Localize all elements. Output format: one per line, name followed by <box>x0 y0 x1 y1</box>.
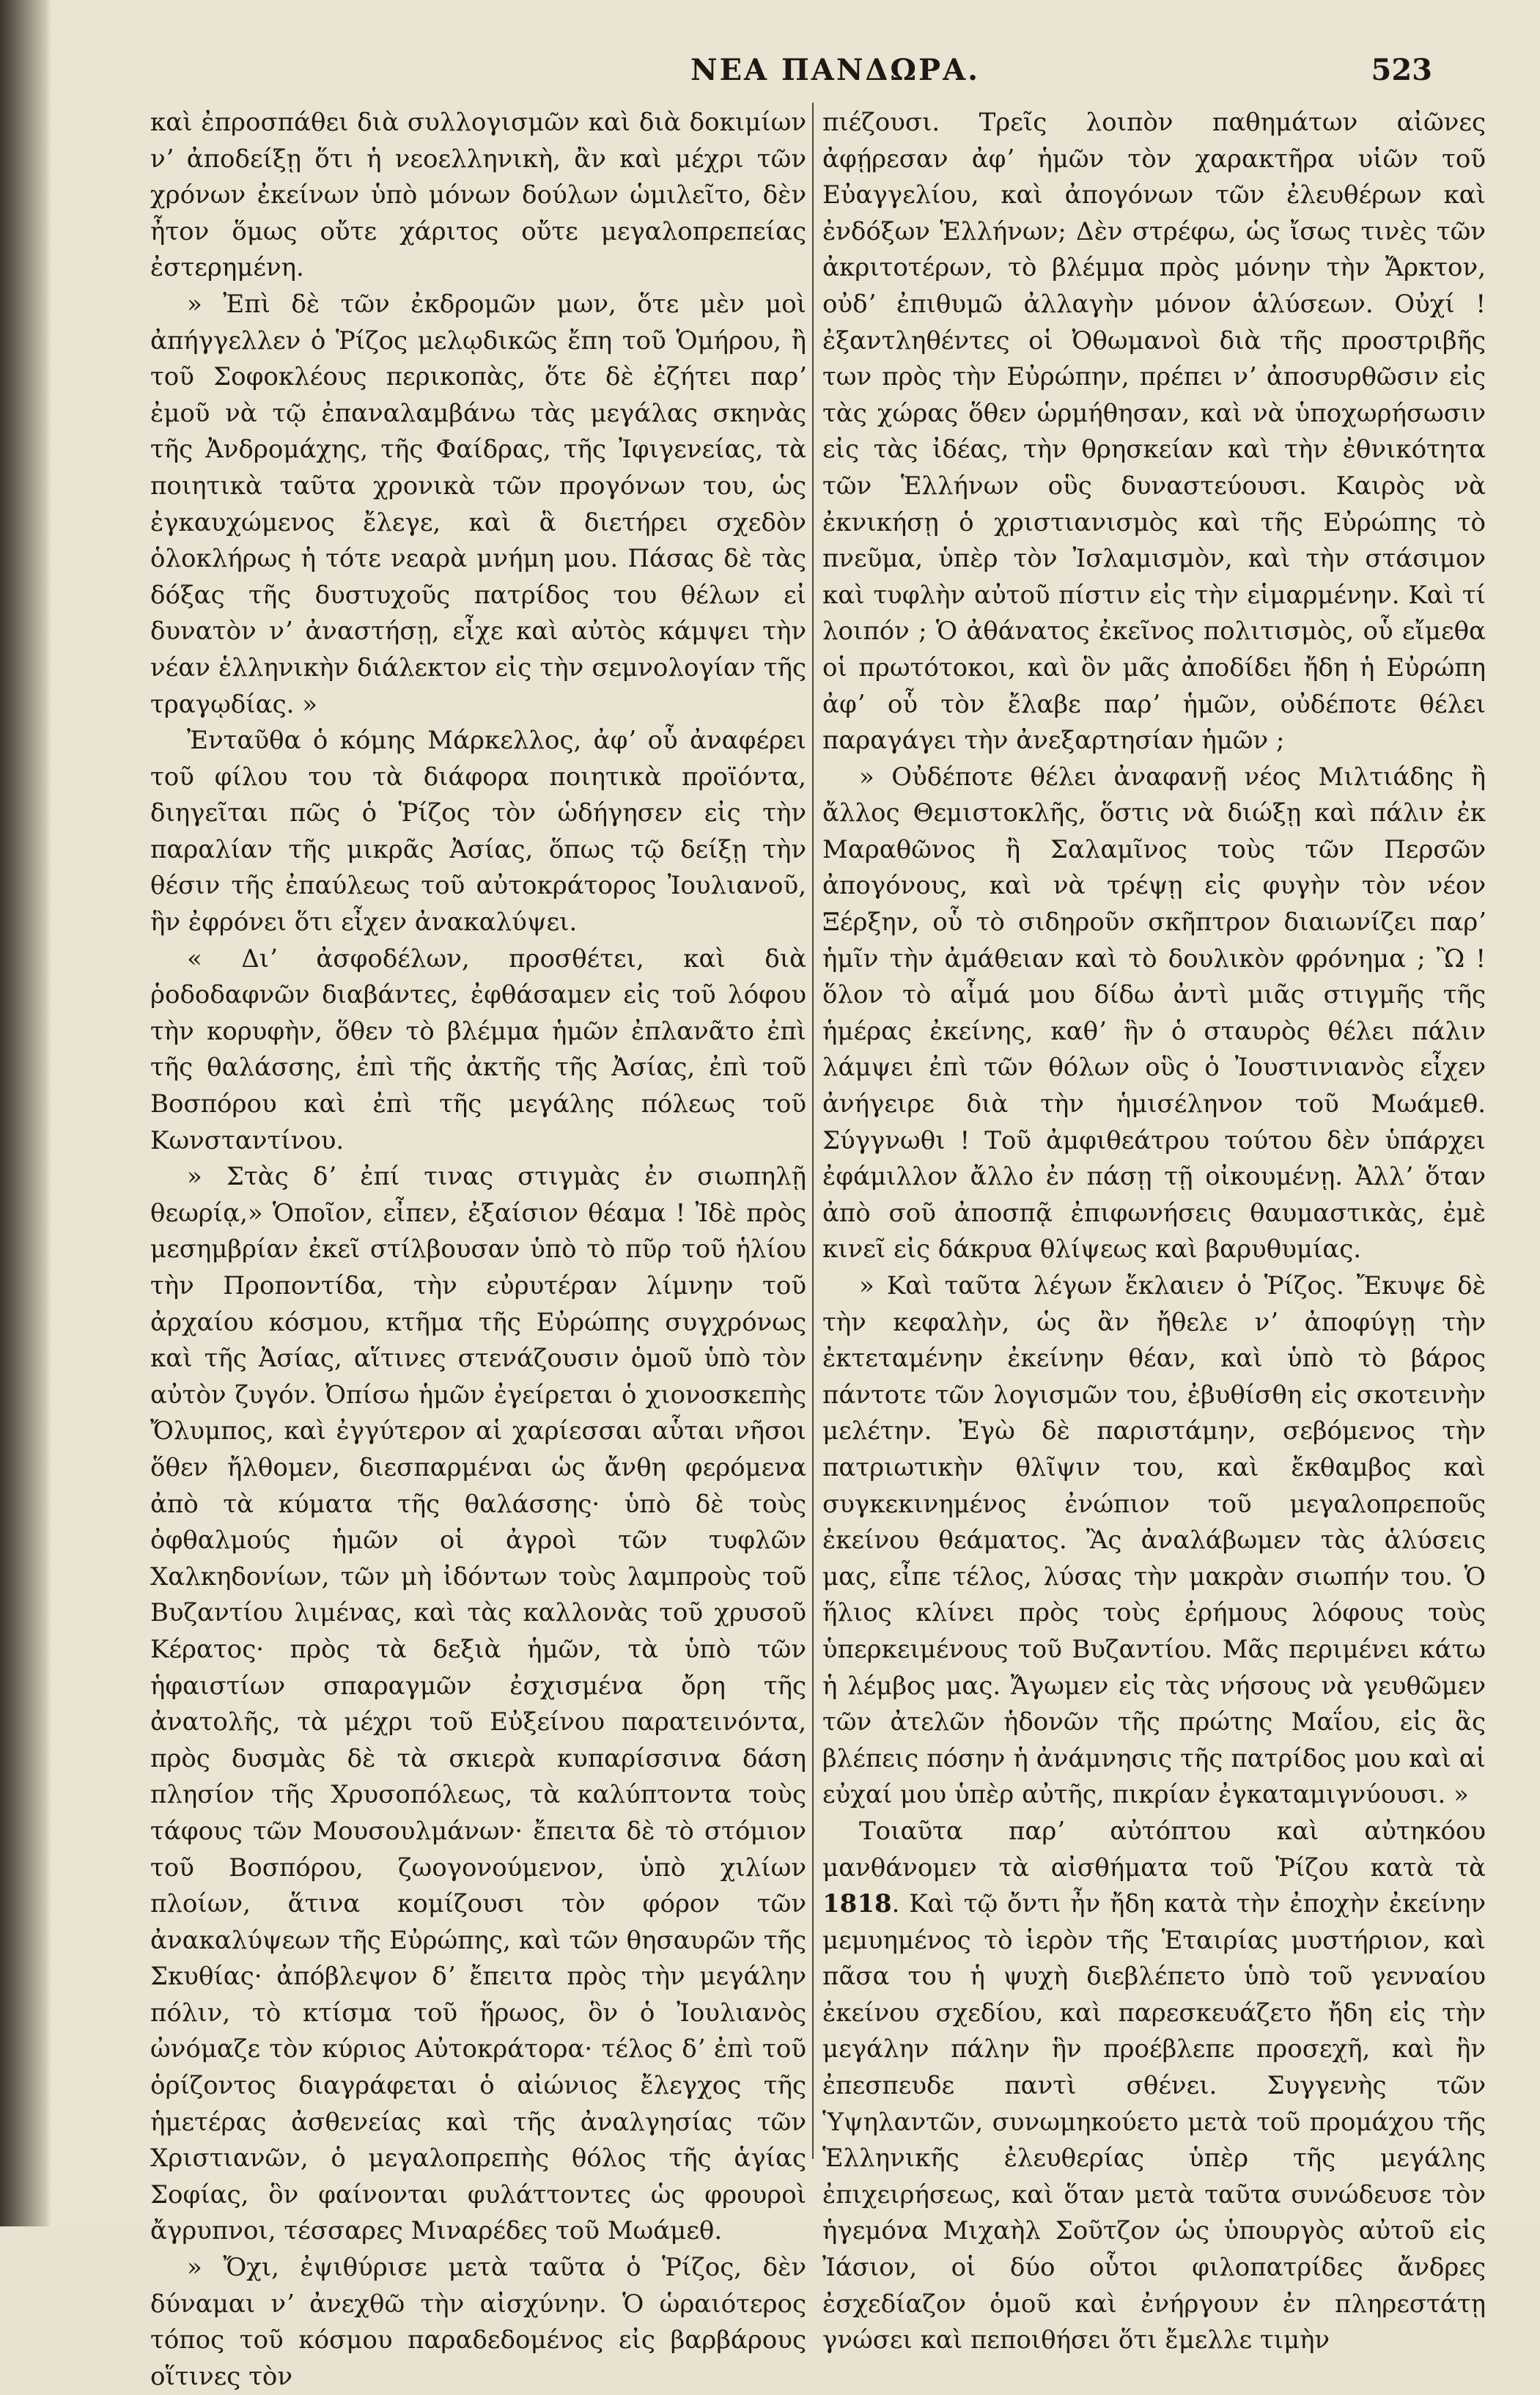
paragraph: » Καὶ ταῦτα λέγων ἔκλαιεν ὁ Ῥίζος. Ἔκυψε δὲ τὴν κεφαλὴν, ὡς ἂν ἤθελε νʼ ἀποφύγῃ τὴν ἐκτεταμένην ἐκείνην θέαν, καὶ ὑπὸ τὸ βάρος πάντοτε τῶν λογισμῶν του, ἐβυθίσθη εἰς σκοτεινὴν μελέτην. Ἐγὼ δὲ παριστάμην, σεβόμενος τὴν πατριωτικὴν θλῖψιν του, καὶ ἔκθαμβος καὶ συγκεκινημένος ἐνώπιον τοῦ μεγαλοπρεποῦς ἐκείνου θεάματος. Ἂς ἀναλάβωμεν τὰς ἁλύσεις μας, εἶπε τέλος, λύσας τὴν μακρὰν σιωπήν του. Ὁ ἥλιος κλίνει πρὸς τοὺς ἐρήμους λόφους τοὺς ὑπερκειμένους τοῦ Βυζαντίου. Μᾶς περιμένει κάτω ἡ λέμβος μας. Ἄγωμεν εἰς τὰς νήσους νὰ γευθῶμεν τῶν ἀτελῶν ἡδονῶν τῆς πρώτης Μαΐου, εἰς ἃς βλέπεις πόσην ἡ ἀνάμνησις τῆς πατρίδος μου καὶ αἱ εὐχαί μου ὑπὲρ αὐτῆς, πικρίαν ἐγκαταμιγνύουσι. » <box>822 1271 1486 1810</box>
paragraph: » Οὐδέποτε θέλει ἀναφανῇ νέος Μιλτιάδης ἢ ἄλλος Θεμιστοκλῆς, ὅστις νὰ διώξῃ καὶ πάλιν ἐκ Μαραθῶνος ἢ Σαλαμῖνος τοὺς τῶν Περσῶν ἀπογόνους, καὶ νὰ τρέψῃ εἰς φυγὴν τὸν νέον Ξέρξην, οὗ τὸ σιδηροῦν σκῆπτρον διαιωνίζει παρʼ ἡμῖν τὴν ἀμάθειαν καὶ τὸ δουλικὸν φρόνημα ; Ὢ ! ὅλον τὸ αἷμά μου δίδω ἀντὶ μιᾶς στιγμῆς τῆς ἡμέρας ἐκείνης, καθʼ ἣν ὁ σταυρὸς θέλει πάλιν λάμψει ἐπὶ τῶν θόλων οὓς ὁ Ἰουστινιανὸς εἶχεν ἀνήγειρε διὰ τὴν ἡμισέληνον τοῦ Μωάμεθ. Σύγγνωθι ! Τοῦ ἀμφιθεάτρου τούτου δὲν ὑπάρχει ἐφάμιλλον ἄλλο ἐν πάσῃ τῇ οἰκουμένῃ. Ἀλλʼ ὅταν ἀπὸ σοῦ ἀποσπᾷ ἐπιφωνήσεις θαυμαστικὰς, ἐμὲ κινεῖ εἰς δάκρυα θλίψεως καὶ βαρυθυμίας. <box>822 762 1486 1265</box>
paragraph-text: Τοιαῦτα παρʼ αὐτόπτου καὶ αὐτηκόου μανθάνομεν τὰ αἰσθήματα τοῦ Ῥίζου κατὰ τὰ <box>822 1816 1486 1883</box>
paragraph: « Διʼ ἀσφοδέλων, προσθέτει, καὶ διὰ ῥοδοδαφνῶν διαβάντες, ἐφθάσαμεν εἰς τοῦ λόφου τὴν κορυφὴν, ὅθεν τὸ βλέμμα ἡμῶν ἐπλανᾶτο ἐπὶ τῆς θαλάσσης, ἐπὶ τῆς ἀκτῆς τῆς Ἀσίας, ἐπὶ τοῦ Βοσπόρου καὶ ἐπὶ τῆς μεγάλης πόλεως τοῦ Κωνσταντίνου. <box>150 943 806 1155</box>
column-divider <box>812 103 814 2159</box>
paragraph: καὶ ἐπροσπάθει διὰ συλλογισμῶν καὶ διὰ δοκιμίων νʼ ἀποδείξῃ ὅτι ἡ νεοελληνικὴ, ἂν καὶ μέχρι τῶν χρόνων ἐκείνων ὑπὸ μόνων δούλων ὡμιλεῖτο, δὲν ἦτον ὅμως οὔτε χάριτος οὔτε μεγαλοπρεπείας ἐστερημένη. <box>150 108 806 283</box>
left-column <box>150 105 806 2391</box>
paragraph <box>822 1814 1486 2359</box>
paragraph: » Ὄχι, ἐψιθύρισε μετὰ ταῦτα ὁ Ῥίζος, δὲν δύναμαι νʼ ἀνεχθῶ τὴν αἰσχύνην. Ὁ ὡραιότερος τόπος τοῦ κόσμου παραδεδομένος εἰς βαρβάρους οἵτινες τὸν <box>150 2253 806 2391</box>
paragraph: Ἐνταῦθα ὁ κόμης Μάρκελλος, ἀφʼ οὗ ἀναφέρει τοῦ φίλου του τὰ διάφορα ποιητικὰ προϊόντα, διηγεῖται πῶς ὁ Ῥίζος τὸν ὡδήγησεν εἰς τὴν παραλίαν τῆς μικρᾶς Ἀσίας, ὅπως τῷ δείξῃ τὴν θέσιν τῆς ἐπαύλεως τοῦ αὐτοκράτορος Ἰουλιανοῦ, ἣν ἐφρόνει ὅτι εἶχεν ἀνακαλύψει. <box>150 726 806 938</box>
paragraph: » Στὰς δʼ ἐπί τινας στιγμὰς ἐν σιωπηλῇ θεωρίᾳ,» Ὁποῖον, εἶπεν, ἐξαίσιον θέαμα ! Ἰδὲ πρὸς μεσημβρίαν ἐκεῖ στίλβουσαν ὑπὸ τὸ πῦρ τοῦ ἡλίου τὴν Προποντίδα, τὴν εὐρυτέραν λίμνην τοῦ ἀρχαίου κόσμου, κτῆμα τῆς Εὐρώπης συγχρόνως καὶ τῆς Ἀσίας, αἵτινες στενάζουσιν ὁμοῦ ὑπὸ τὸν αὐτὸν ζυγόν. Ὀπίσω ἡμῶν ἐγείρεται ὁ χιονοσκεπὴς Ὄλυμπος, καὶ ἐγγύτερον αἱ χαρίεσσαι αὗται νῆσοι ὅθεν ἤλθομεν, διεσπαρμέναι ὡς ἄνθη φερόμενα ἀπὸ τὰ κύματα τῆς θαλάσσης· ὑπὸ δὲ τοὺς ὀφθαλμούς ἡμῶν οἱ ἀγροὶ τῶν τυφλῶν Χαλκηδονίων, τῶν μὴ ἰδόντων τοὺς λαμπροὺς τοῦ Βυζαντίου λιμένας, καὶ τὰς καλλονὰς τοῦ χρυσοῦ Κέρατος· πρὸς τὰ δεξιὰ ἡμῶν, τὰ ὑπὸ τῶν ἡφαιστίων σπαραγμῶν ἐσχισμένα ὄρη τῆς ἀνατολῆς, τὰ μέχρι τοῦ Εὐξείνου παρατεινόντα, πρὸς δυσμὰς δὲ τὰ σκιερὰ κυπαρίσσινα δάση πλησίον τῆς Χρυσοπόλεως, τὰ καλύπτοντα τοὺς τάφους τῶν Μουσουλμάνων· ἔπειτα δὲ τὸ στόμιον τοῦ Βοσπόρου, ζωογονούμενον, ὑπὸ χιλίων πλοίων, ἅτινα κομίζουσι τὸν φόρον τῶν ἀνακαλύψεων τῆς Εὐρώπης, καὶ τῶν θησαυρῶν τῆς Σκυθίας· ἀπόβλεψον δʼ ἔπειτα πρὸς τὴν μεγάλην πόλιν, τὸ κτίσμα τοῦ ἥρωος, ὃν ὁ Ἰουλιανὸς ὠνόμαζε τὸν κύριος Αὐτοκράτορα· τέλος δʼ ἐπὶ τοῦ ὁρίζοντος διαγράφεται ὁ αἰώνιος ἔλεγχος τῆς ἡμετέρας ἀσθενείας καὶ τῆς ἀναλγησίας τῶν Χριστιανῶν, ὁ μεγαλοπρεπὴς θόλος τῆς ἁγίας Σοφίας, ὃν φαίνονται φυλάττοντες ὡς φρουροὶ ἄγρυπνοι, τέσσαρες Μιναρέδες τοῦ Μωάμεθ. <box>150 1162 806 2246</box>
year: 1818 <box>822 1889 892 1919</box>
right-column <box>822 105 1486 2355</box>
book-spine-shadow <box>0 0 51 2226</box>
paragraph: πιέζουσι. Τρεῖς λοιπὸν παθημάτων αἰῶνες ἀφῄρεσαν ἀφʼ ἡμῶν τὸν χαρακτῆρα υἱῶν τοῦ Εὐαγγελίου, καὶ ἀπογόνων τῶν ἐλευθέρων καὶ ἐνδόξων Ἑλλήνων; Δὲν στρέφω, ὡς ἴσως τινὲς τῶν ἀκριτοτέρων, τὸ βλέμμα πρὸς μόνην τὴν Ἄρκτον, οὐδʼ ἐπιθυμῶ ἀλλαγὴν μόνον ἁλύσεων. Οὐχί ! ἐξαντληθέντες οἱ Ὀθωμανοὶ διὰ τῆς προστριβῆς των πρὸς τὴν Εὐρώπην, πρέπει νʼ ἀποσυρθῶσιν εἰς τὰς χώρας ὅθεν ὡρμήθησαν, καὶ νὰ ὑποχωρήσωσιν εἰς τὰς ἰδέας, τὴν θρησκείαν καὶ τὴν ἐθνικότητα τῶν Ἑλλήνων οὓς δυναστεύουσι. Καιρὸς νὰ ἐκνικήσῃ ὁ χριστιανισμὸς καὶ τῆς Εὐρώπης τὸ πνεῦμα, ὑπὲρ τὸν Ἰσλαμισμὸν, καὶ τὴν στάσιμον καὶ τυφλὴν αὐτοῦ πίστιν εἰς τὴν εἱμαρμένην. Καὶ τί λοιπόν ; Ὁ ἀθάνατος ἐκεῖνος πολιτισμὸς, οὗ εἴμεθα οἱ πρωτότοκοι, καὶ ὃν μᾶς ἀποδίδει ἤδη ἡ Εὐρώπη ἀφʼ οὗ τὸν ἔλαβε παρʼ ἡμῶν, οὐδέποτε θέλει παραγάγει τὴν ἀνεξαρτησίαν ἡμῶν ; <box>822 108 1486 756</box>
paragraph-text: . Καὶ τῷ ὄντι ἦν ἤδη κατὰ τὴν ἐποχὴν ἐκείνην μεμυημένος τὸ ἱερὸν τῆς Ἑταιρίας μυστήριον, καὶ πᾶσα του ἡ ψυχὴ διεβλέπετο ὑπὸ τοῦ γενναίου ἐκείνου σχεδίου, καὶ παρεσκευάζετο ἤδη εἰς τὴν μεγάλην πάλην ἣν προέβλεπε προσεχῆ, καὶ ἣν ἐπεσπευδε παντὶ σθένει. Συγγενὴς τῶν Ὑψηλαντῶν, συνωμηκούετο μετὰ τοῦ προμάχου τῆς Ἑλληνικῆς ἐλευθερίας ὑπὲρ τῆς μεγάλης ἐπιχειρήσεως, καὶ ὅταν μετὰ ταῦτα συνώδευσε τὸν ἡγεμόνα Μιχαὴλ Σοῦτζον ὡς ὑπουργὸς αὐτοῦ εἰς Ἰάσιον, οἱ δύο οὗτοι φιλοπατρίδες ἄνδρες ἐσχεδίαζον ὁμοῦ καὶ ἐνήργουν ἐν πληρεστάτῃ γνώσει καὶ πεποιθήσει ὅτι ἔμελλε τιμὴν <box>822 1889 1486 2355</box>
running-title: ΝΕΑ ΠΑΝΔΩΡΑ. <box>690 53 981 87</box>
page-header <box>147 53 1466 97</box>
page-number: 523 <box>1371 53 1432 87</box>
paragraph: » Ἐπὶ δὲ τῶν ἐκδρομῶν μων, ὅτε μὲν μοὶ ἀπήγγελλεν ὁ Ῥίζος μελῳδικῶς ἔπη τοῦ Ὁμήρου, ἢ τοῦ Σοφοκλέους περικοπὰς, ὅτε δὲ ἐζήτει παρʼ ἐμοῦ νὰ τῷ ἐπαναλαμβάνω τὰς μεγάλας σκηνὰς τῆς Ἀνδρομάχης, τῆς Φαίδρας, τῆς Ἰφιγενείας, τὰ ποιητικὰ ταῦτα χρονικὰ τῶν προγόνων του, ὡς ἐγκαυχώμενος ἔλεγε, καὶ ἃ διετήρει σχεδὸν ὁλοκλήρως ἡ τότε νεαρὰ μνήμη μου. Πάσας δὲ τὰς δόξας τῆς δυστυχοῦς πατρίδος του θέλων εἰ δυνατὸν νʼ ἀναστήσῃ, εἶχε καὶ αὐτὸς κάμψει τὴν νέαν ἑλληνικὴν διάλεκτον εἰς τὴν σεμνολογίαν τῆς τραγῳδίας. » <box>150 289 806 719</box>
